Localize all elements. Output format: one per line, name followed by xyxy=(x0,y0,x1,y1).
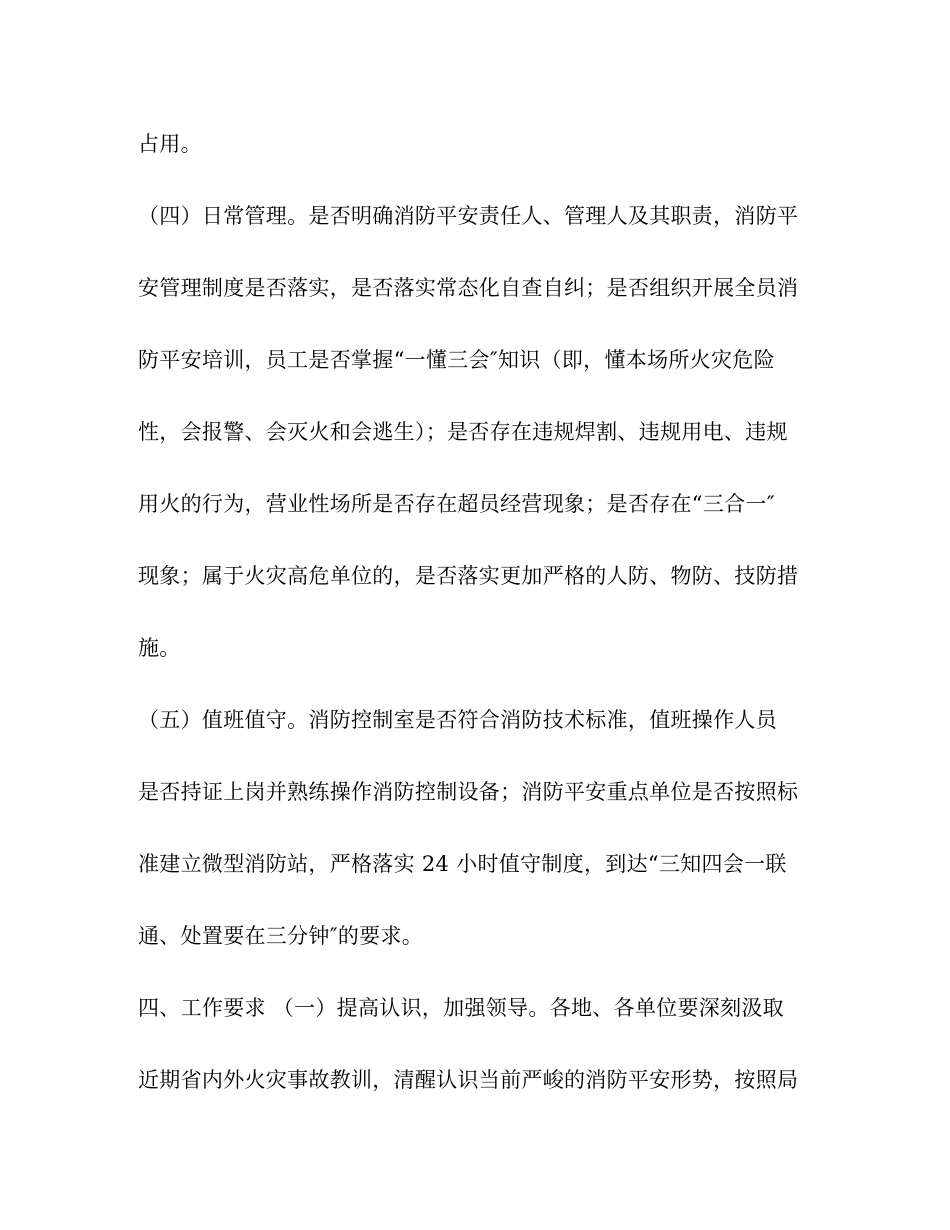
text-line: 安管理制度是否落实，是否落实常态化自查自纠；是否组织开展全员消 xyxy=(138,276,799,300)
text-line: 近期省内外火灾事故教训，清醒认识当前严峻的消防平安形势，按照局 xyxy=(138,1068,799,1092)
text-line: 用火的行为，营业性场所是否存在超员经营现象；是否存在“三合一″ xyxy=(138,492,775,516)
text-line: 占用。 xyxy=(138,132,202,156)
text-line: 通、处置要在三分钟″的要求。 xyxy=(138,924,424,948)
text-line: 准建立微型消防站，严格落实 24 小时值守制度，到达“三知四会一联 xyxy=(138,852,787,876)
text-line: 四、工作要求 （一）提高认识，加强领导。各地、各单位要深刻汲取 xyxy=(138,996,784,1020)
text-line: （四）日常管理。是否明确消防平安责任人、管理人及其职责，消防平 xyxy=(138,204,799,228)
text-line: 现象；属于火灾高危单位的，是否落实更加严格的人防、物防、技防措 xyxy=(138,564,799,588)
text-line: 是否持证上岗并熟练操作消防控制设备；消防平安重点单位是否按照标 xyxy=(138,780,799,804)
text-line: 施。 xyxy=(138,636,181,660)
text-line: 防平安培训，员工是否掌握“一懂三会″知识（即，懂本场所火灾危险 xyxy=(138,348,775,372)
text-line: （五）值班值守。消防控制室是否符合消防技术标准，值班操作人员 xyxy=(138,708,777,732)
text-line: 性，会报警、会灭火和会逃生）；是否存在违规焊割、违规用电、违规 xyxy=(138,420,788,444)
